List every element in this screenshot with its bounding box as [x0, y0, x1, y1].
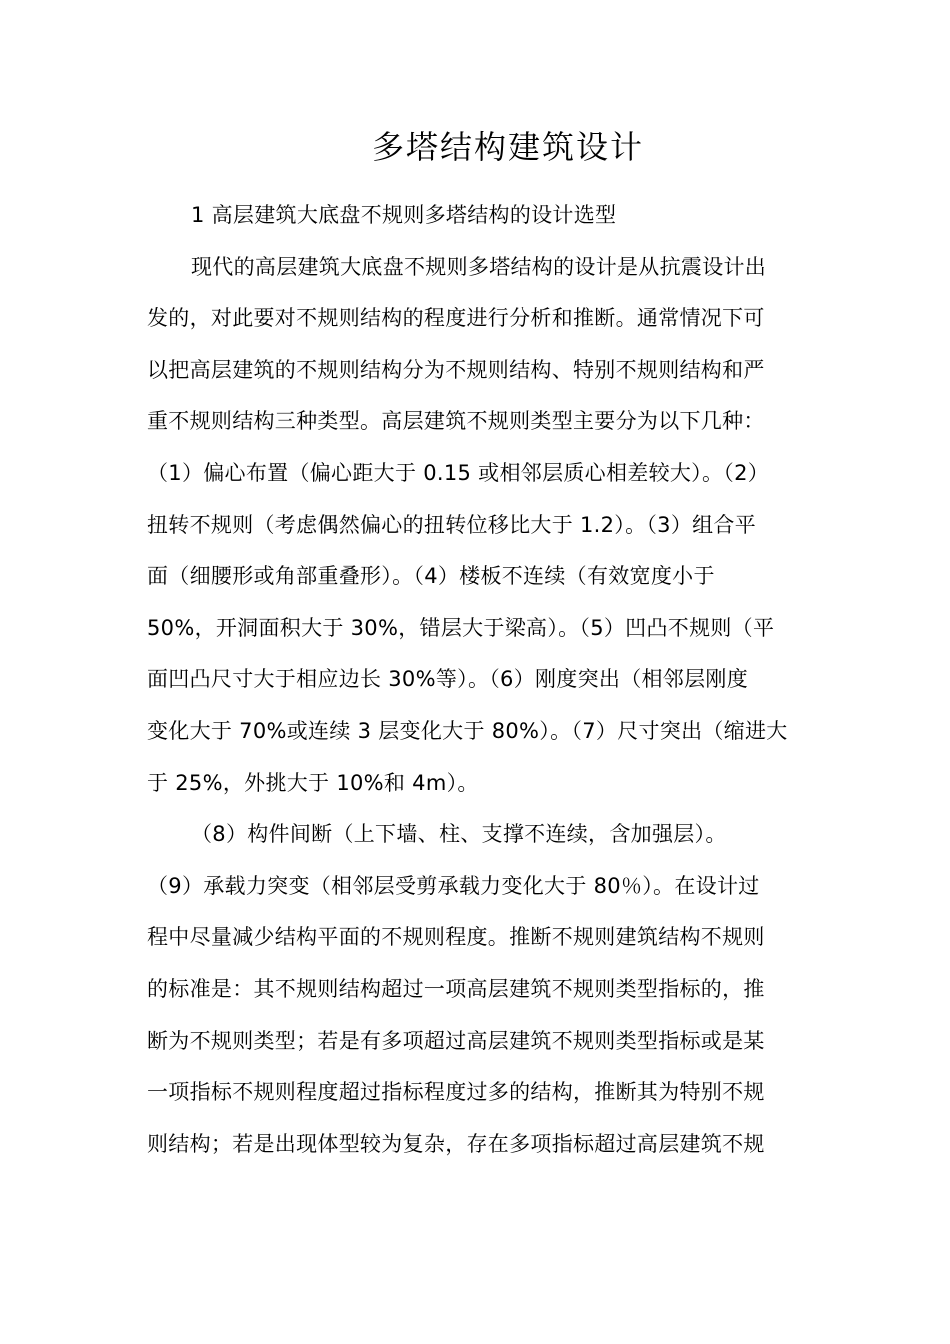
paragraph-line: 断为不规则类型；若是有多项超过高层建筑不规则类型指标或是某 [147, 1028, 765, 1053]
paragraph-line: 扭转不规则（考虑偶然偏心的扭转位移比大于 1.2）。（3）组合平 [147, 512, 757, 537]
section-heading: 1 高层建筑大底盘不规则多塔结构的设计选型 [191, 203, 617, 227]
paragraph-line: 则结构；若是出现体型较为复杂，存在多项指标超过高层建筑不规 [147, 1131, 765, 1156]
paragraph-line: 一项指标不规则程度超过指标程度过多的结构，推断其为特别不规 [147, 1080, 765, 1105]
paragraph-line: （9）承载力突变（相邻层受剪承载力变化大于 80％）。在设计过 [147, 873, 760, 898]
page-title: 多塔结构建筑设计 [371, 128, 644, 166]
paragraph-line: 变化大于 70%或连续 3 层变化大于 80%）。（7）尺寸突出（缩进大 [147, 718, 788, 743]
paragraph-line: 的标准是：其不规则结构超过一项高层建筑不规则类型指标的，推 [147, 976, 765, 1001]
paragraph-line: 面凹凸尺寸大于相应边长 30%等）。（6）刚度突出（相邻层刚度 [147, 667, 749, 692]
paragraph-line: （1）偏心布置（偏心距大于 0.15 或相邻层质心相差较大）。（2） [147, 460, 770, 485]
paragraph-line: 50%，开洞面积大于 30%，错层大于梁高）。（5）凹凸不规则（平 [147, 615, 775, 640]
paragraph-line: 发的，对此要对不规则结构的程度进行分析和推断。通常情况下可 [147, 306, 765, 331]
paragraph-line: 面（细腰形或角部重叠形）。（4）楼板不连续（有效宽度小于 [147, 564, 715, 589]
paragraph-line: （8）构件间断（上下墙、柱、支撑不连续，含加强层）。 [191, 822, 727, 847]
paragraph-line: 程中尽量减少结构平面的不规则程度。推断不规则建筑结构不规则 [147, 925, 765, 950]
paragraph-line: 现代的高层建筑大底盘不规则多塔结构的设计是从抗震设计出 [191, 254, 767, 279]
document-body [147, 193, 807, 1173]
paragraph-line: 于 25%，外挑大于 10%和 4m）。 [147, 770, 479, 795]
paragraph-line: 以把高层建筑的不规则结构分为不规则结构、特别不规则结构和严 [147, 357, 765, 382]
paragraph-line: 重不规则结构三种类型。高层建筑不规则类型主要分为以下几种： [147, 409, 765, 434]
